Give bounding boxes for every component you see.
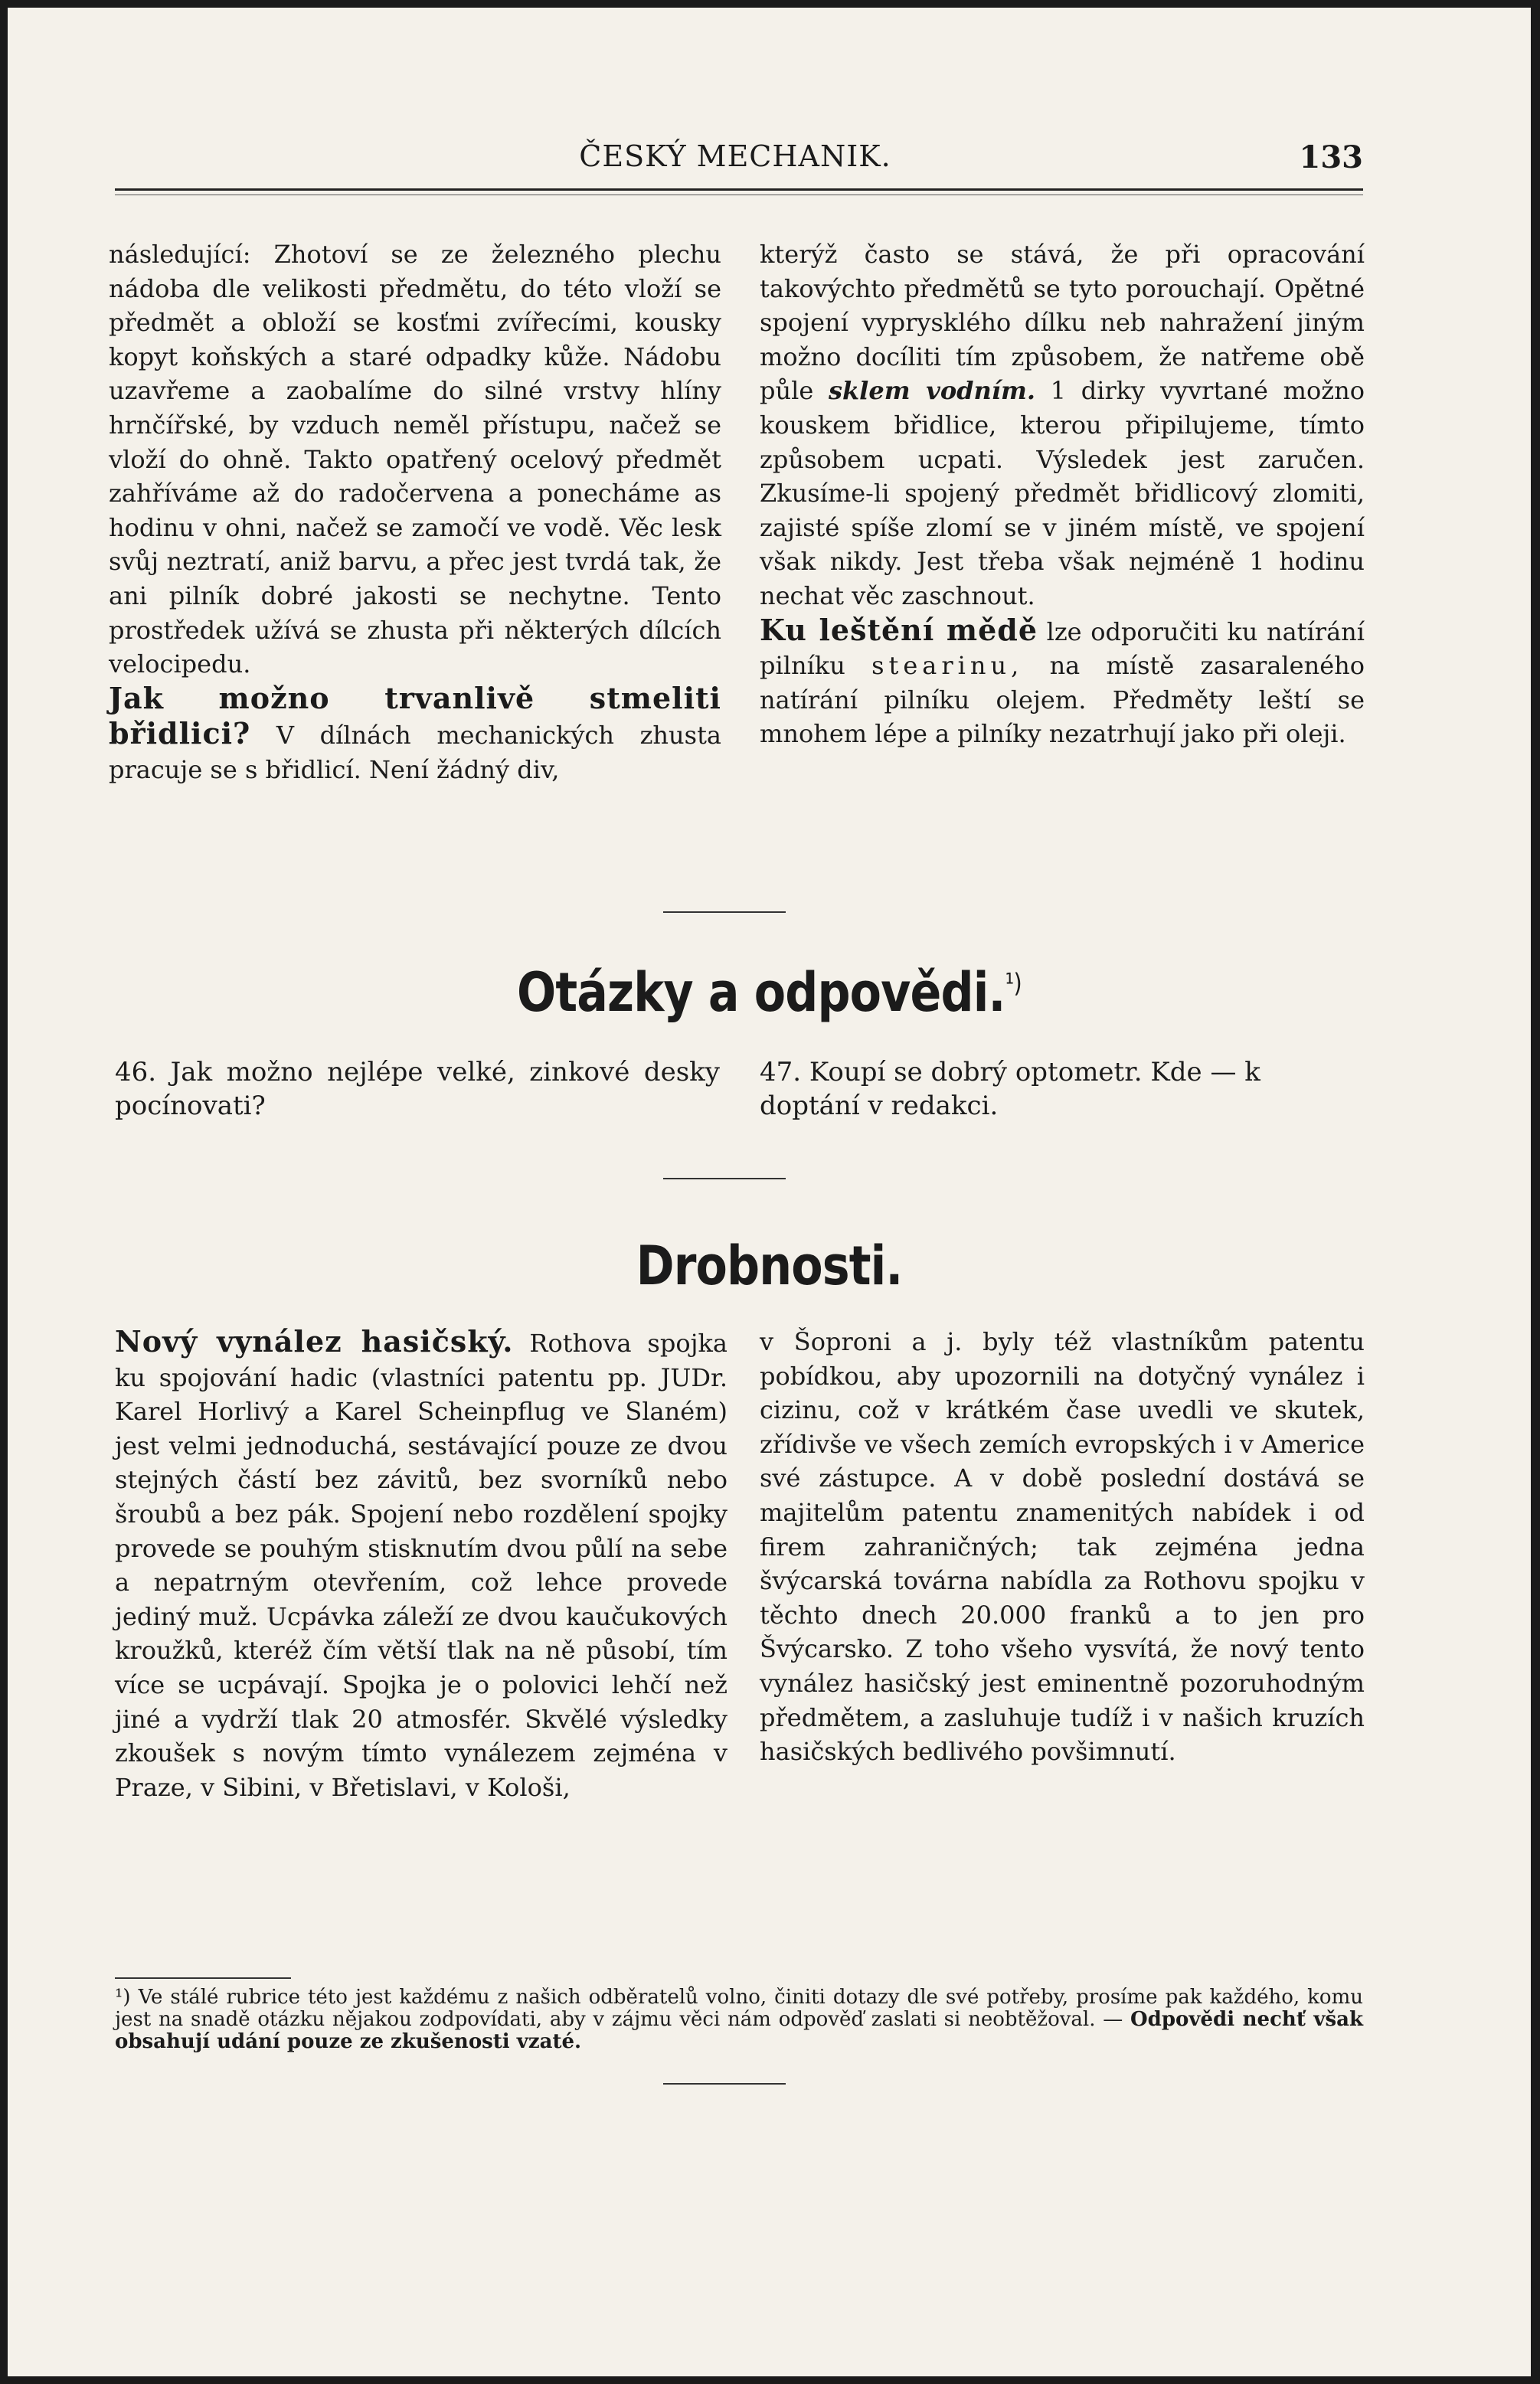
top-left-column [109, 237, 721, 787]
lead-heading-slate: Jak možno trvanlivě stmeliti břidlici? [109, 680, 721, 751]
qa-title-text: Otázky a odpovědi. [517, 961, 1005, 1024]
journal-title: ČESKÝ MECHANIK. [579, 139, 891, 173]
drobnosti-section-title: Drobnosti. [636, 1235, 903, 1297]
bottom-right-column [760, 1325, 1365, 1769]
paragraph-text: na místě zasaraleného natírání pilníku olejem. Předměty leští se mnohem lépe a pilníky nezatrhují jako při oleji. [760, 651, 1365, 749]
paragraph-text: lze odporučiti ku natírání pilníku [760, 616, 1365, 681]
paragraph-copper-polishing [760, 613, 1365, 751]
qa-section-title [114, 961, 1424, 1024]
paragraph-text: 1 dirky vyvrtané možno kouskem břidlice, kterou připilujeme, tímto způsobem ucpati. Výsledek jest zaručen. Zkusíme-li spojený předmět břidlicový zlomiti, zajisté spíše zlomí se v jiném místě, ve spojení však nikdy. Jest třeba však nejméně 1 hodinu nechat věc zaschnout. [760, 376, 1365, 610]
paragraph-fire-invention-continued: v Šoproni a j. byly též vlastníkům patentu pobídkou, aby upozornili na dotyčný vynález i cizinu, což v krátkém čase uvedli ve skutek, zřídivše ve všech zemích evropských i v Americe své zástupce. A v době poslední dostává se majitelům patentu znamenitých nabídek i od firem zahraničných; tak zejména jedna švýcarská továrna nabídla za Rothovu spojku v těchto dnech 20.000 franků a to jen pro Švýcarsko. Z toho všeho vysvítá, že nový tento vynález hasičský jest eminentně pozoruhodným předmětem, a zasluhuje tudíž i v našich kruzích hasičských bedlivého povšimnutí. [760, 1327, 1365, 1767]
running-head [115, 139, 1363, 185]
header-rule [115, 188, 1363, 191]
paragraph-text: následující: Zhotoví se ze železného plechu nádoba dle velikosti předmětu, do této vloží se předmět a obloží se kosťmi zvířecími, kousky kopyt koňských a staré odpadky kůže. Nádobu uzavřeme a zaobalíme do silné vrstvy hlíny hrnčířské, by vzduch neměl přístupu, načež se vloží do ohně. Takto opatřený ocelový předmět zahříváme až do radočervena a ponecháme as hodinu v ohni, načež se zamočí ve vodě. Věc lesk svůj neztratí, aniž barvu, a přec jest tvrdá tak, že ani pilník dobré jakosti se nechytne. Tento prostředek užívá se zhusta při některých dílcích velocipedu. [109, 240, 721, 679]
paragraph-text: V dílnách mechanických zhusta pracuje se s břidlicí. Není žádný div, [109, 721, 721, 784]
footnote-rule [115, 1977, 291, 1979]
paragraph-slate-continued [760, 237, 1365, 613]
footnote-reference: ¹) [1005, 968, 1022, 999]
paragraph-text: Rothova spojka ku spojování hadic (vlastníci patentu pp. JUDr. Karel Horlivý a Karel Scheinpflug ve Slaném) jest velmi jednoduchá, sestávající pouze ze dvou stejných částí bez závitů, bez svorníků nebo šroubů a bez pák. Spojení nebo rozdělení spojky provede se pouhým stisknutím dvou půlí na sebe a nepatrným otevřením, což lehce provede jediný muž. Ucpávka záleží ze dvou kaučukových kroužků, kteréž čím větší tlak na ně působí, tím více se ucpávají. Spojka je o polovici lehčí než jiné a vydrží tlak 20 atmosfér. Skvělé výsledky zkoušek s novým tímto vynálezem zejména v Praze, v Sibini, v Břetislavi, v Kološi, [115, 1329, 727, 1802]
section-divider [663, 1178, 786, 1179]
paragraph-fire-invention [115, 1325, 727, 1804]
end-divider [663, 2083, 786, 2085]
journal-page [8, 8, 1531, 2376]
footnote-text: Ve stálé rubrice této jest každému z našich odběratelů volno, činiti dotazy dle své potřeby, prosíme pak každého, komu jest na snadě otázku nějakou zodpovídati, aby v zájmu věci nám odpověď zaslati si neobtěžoval. — [115, 1986, 1363, 2031]
footnote-mark: ¹) [115, 1986, 131, 2009]
top-right-column [760, 237, 1365, 751]
footnote [115, 1987, 1363, 2053]
lead-heading-fire: Nový vynález hasičský. [115, 1324, 514, 1359]
page-number: 133 [1299, 139, 1363, 175]
bottom-left-column [115, 1325, 727, 1804]
question-46: 46. Jak možno nejlépe velké, zinkové desky pocínovati? [115, 1057, 720, 1121]
paragraph-slate-bonding [109, 682, 721, 787]
question-47: 47. Koupí se dobrý optometr. Kde — k doptání v redakci. [760, 1057, 1260, 1121]
spaced-text: stearinu, [871, 651, 1024, 681]
section-divider [663, 911, 786, 913]
paragraph-text: kterýž často se stává, že při opracování takovýchto předmětů se tyto porouchají. Opětné spojení vypryskléhо dílku neb nahražení jiným možno docíliti tím způsobem, že natřeme obě půle [760, 240, 1365, 406]
paragraph-steel-hardening [109, 237, 721, 682]
lead-heading-copper: Ku leštění mědě [760, 612, 1038, 647]
footnote-strong-text: Odpovědi nechť však obsahují udání pouze ze zkušenosti vzaté. [115, 2008, 1363, 2053]
emphasis-text: sklem vodním. [828, 376, 1035, 406]
